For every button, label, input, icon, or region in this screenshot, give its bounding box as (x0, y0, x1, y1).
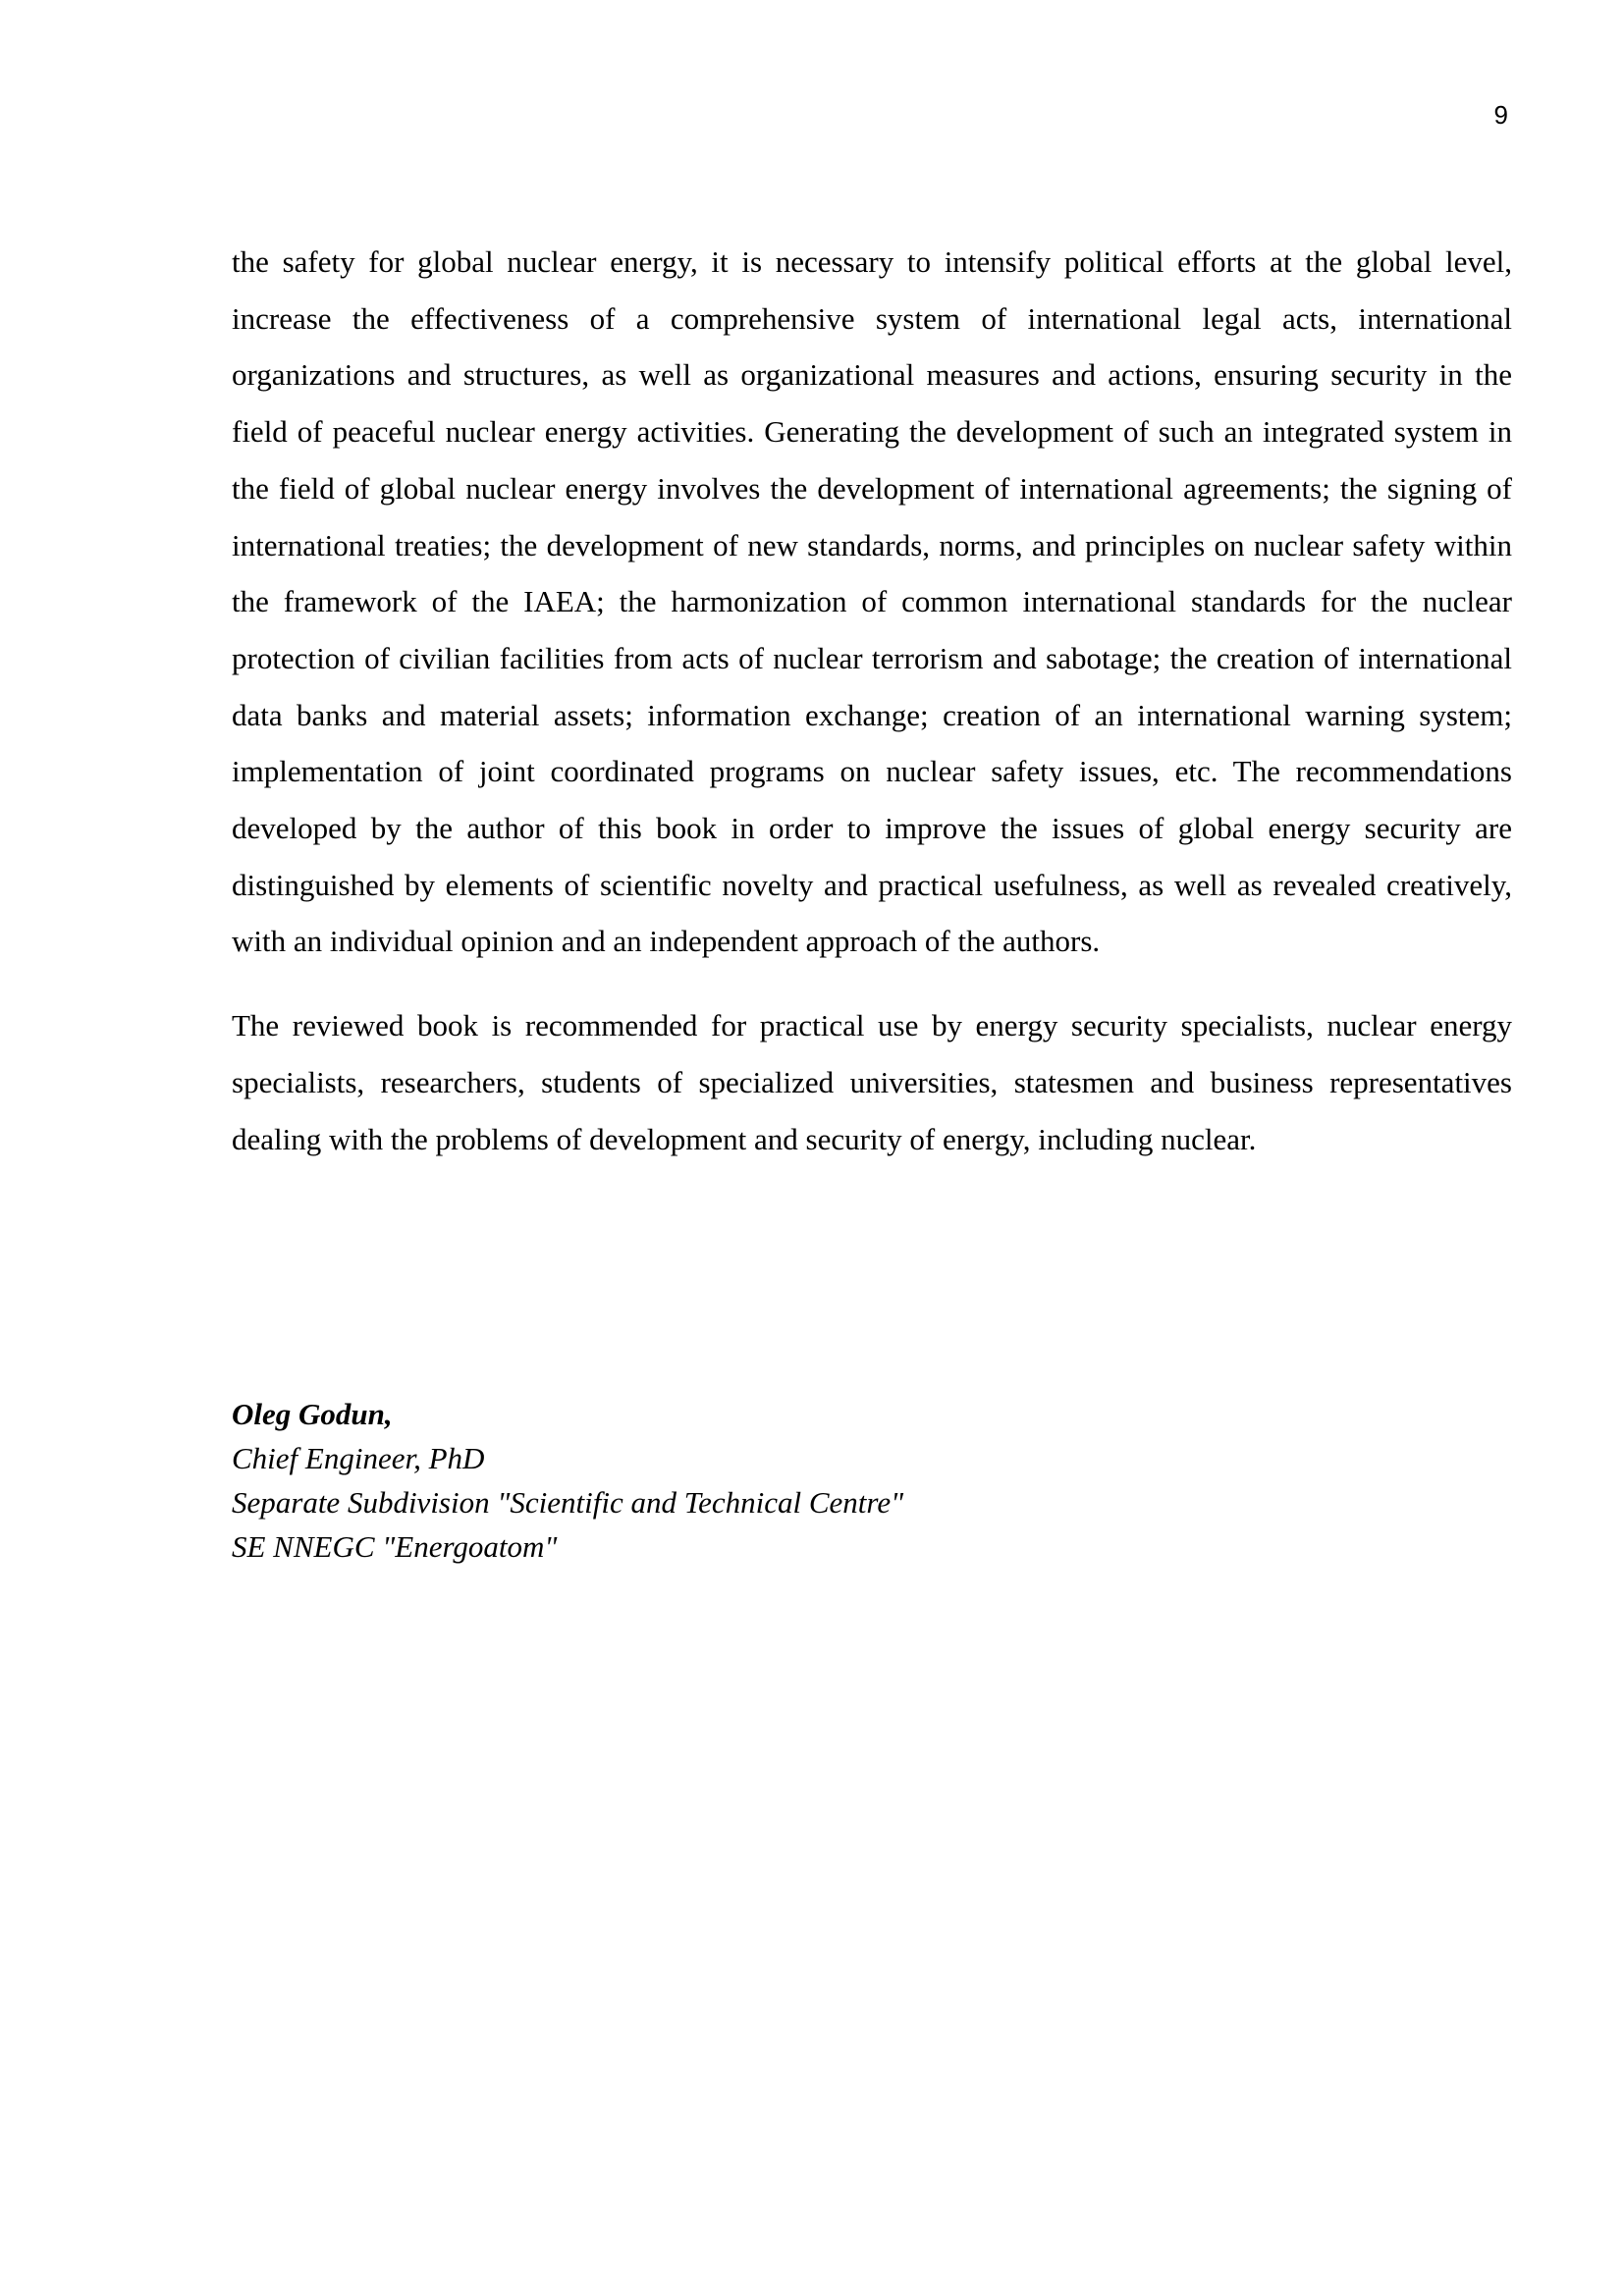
page-number: 9 (1493, 100, 1508, 130)
document-body (232, 234, 1512, 1167)
body-paragraph-1: the safety for global nuclear energy, it is necessary to intensify political efforts at the global level, increase the effectiveness of a comprehensive system of international legal acts, international organizations and structures, as well as organizational measures and actions, ensuring security in the field of peaceful nuclear energy activities. Generating the development of such an integrated system in the field of global nuclear energy involves the development of international agreements; the signing of international treaties; the development of new standards, norms, and principles on nuclear safety within the framework of the IAEA; the harmonization of common international standards for the nuclear protection of civilian facilities from acts of nuclear terrorism and sabotage; the creation of international data banks and material assets; information exchange; creation of an international warning system; implementation of joint coordinated programs on nuclear safety issues, etc. The recommendations developed by the author of this book in order to improve the issues of global energy security are distinguished by elements of scientific novelty and practical usefulness, as well as revealed creatively, with an individual opinion and an independent approach of the authors. (232, 244, 1512, 959)
body-paragraph-2: The reviewed book is recommended for practical use by energy security specialists, nuclear energy specialists, researchers, students of specialized universities, statesmen and business representatives dealing with the problems of development and security of energy, including nuclear. (232, 1008, 1512, 1156)
signature-title: Chief Engineer, PhD (232, 1441, 485, 1475)
signature-name: Oleg Godun, (232, 1397, 393, 1431)
signature-organization: Separate Subdivision "Scientific and Technical Centre" (232, 1485, 904, 1520)
signature-block (232, 1392, 1512, 1569)
signature-company: SE NNEGC "Energoatom" (232, 1529, 558, 1564)
